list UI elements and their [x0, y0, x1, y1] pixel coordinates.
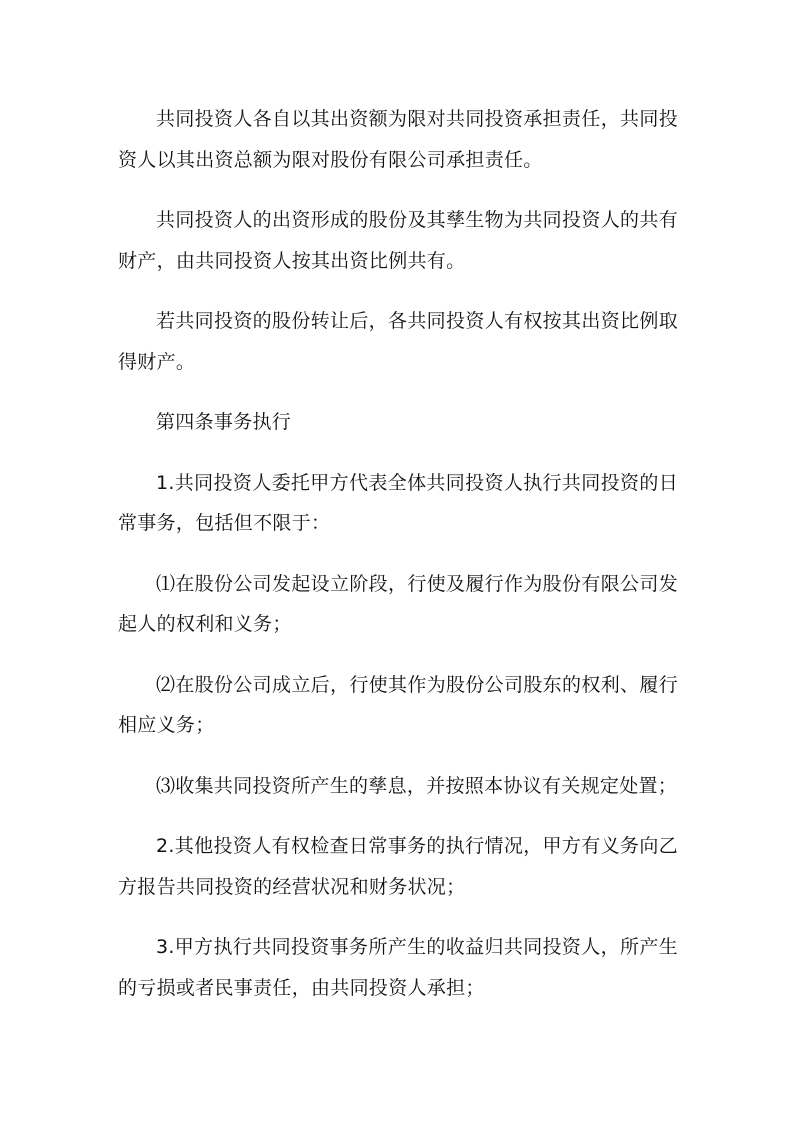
clause-1-item-1: ⑴在股份公司发起设立阶段，行使及履行作为股份有限公司发起人的权利和义务；: [118, 572, 678, 635]
section-heading-article-4: 第四条事务执行: [156, 411, 292, 433]
clause-1-item-2: ⑵在股份公司成立后，行使其作为股份公司股东的权利、履行相应义务；: [118, 673, 678, 736]
clause-2-inspection: 2.其他投资人有权检查日常事务的执行情况，甲方有义务向乙方报告共同投资的经营状况和财务状况；: [118, 835, 678, 898]
document-body: [118, 99, 678, 1028]
clause-1-delegation: 1.共同投资人委托甲方代表全体共同投资人执行共同投资的日常事务，包括但不限于：: [118, 471, 678, 534]
paragraph-share-transfer: 若共同投资的股份转让后，各共同投资人有权按其出资比例取得财产。: [118, 310, 678, 373]
clause-1-item-3: ⑶收集共同投资所产生的孳息，并按照本协议有关规定处置；: [156, 774, 678, 797]
paragraph-liability: 共同投资人各自以其出资额为限对共同投资承担责任，共同投资人以其出资总额为限对股份有限公司承担责任。: [118, 108, 678, 171]
paragraph-joint-property: 共同投资人的出资形成的股份及其孳生物为共同投资人的共有财产，由共同投资人按其出资比例共有。: [118, 209, 678, 272]
clause-3-profit-loss: 3.甲方执行共同投资事务所产生的收益归共同投资人，所产生的亏损或者民事责任，由共同投资人承担；: [118, 936, 678, 999]
